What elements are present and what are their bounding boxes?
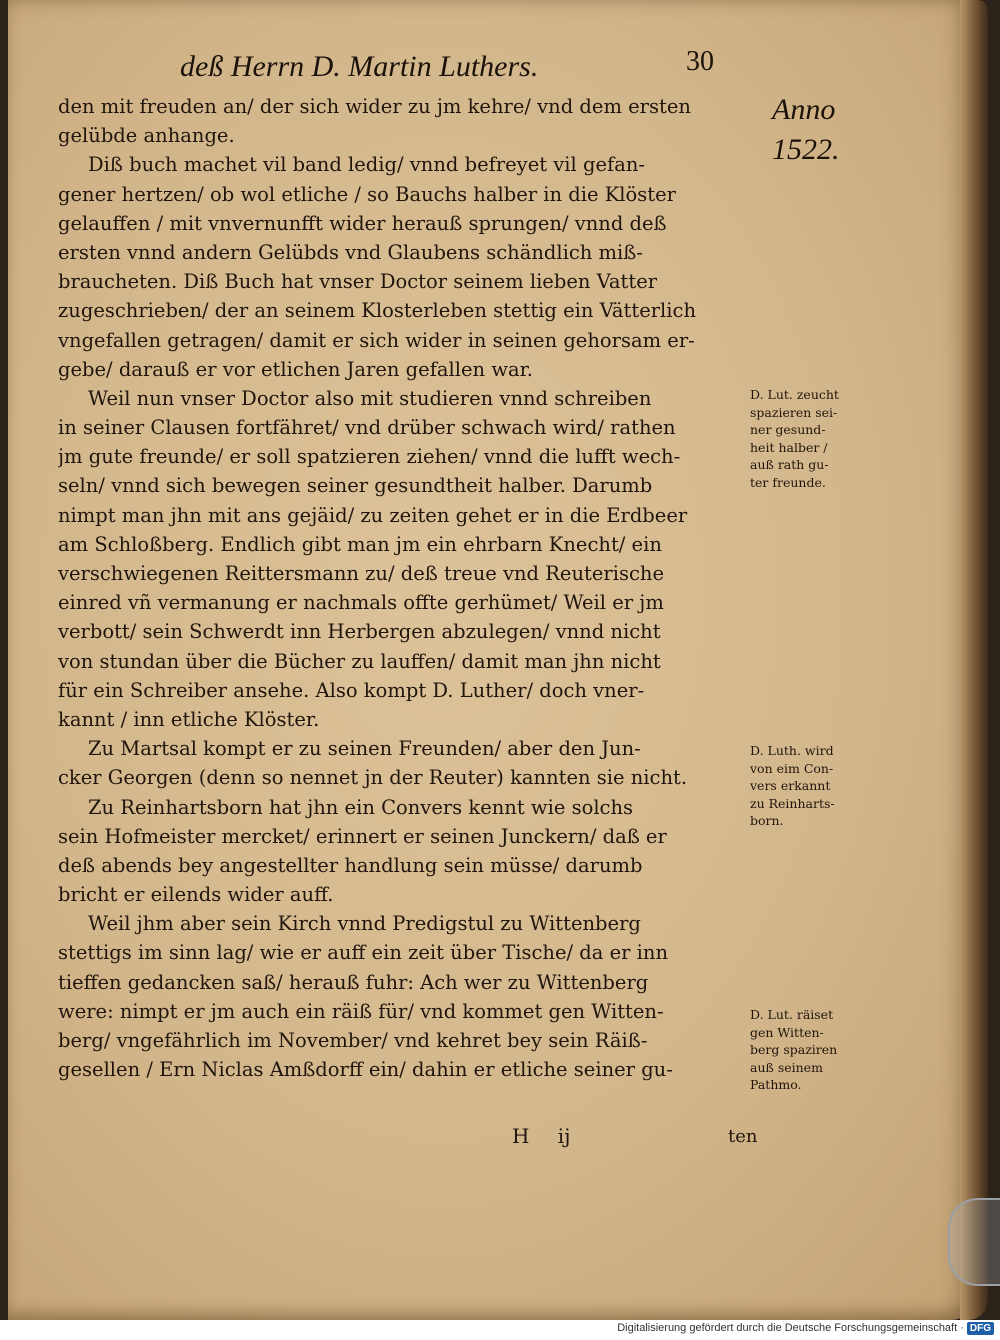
text-line: gesellen / Ern Niclas Amßdorff ein/ dahin er etliche seiner gu- — [58, 1058, 673, 1082]
text-line: gelübde anhange. — [58, 124, 235, 148]
text-line: vngefallen getragen/ damit er sich wider in seinen gehorsam er- — [58, 328, 695, 352]
body-text — [58, 92, 748, 1084]
text-line: Weil jhm aber sein Kirch vnnd Predigstul zu Wittenberg — [88, 912, 641, 936]
dfg-logo: DFG — [967, 1322, 994, 1335]
text-line: am Schloßberg. Endlich gibt man jm ein ehrbarn Knecht/ ein — [58, 532, 662, 556]
text-line: verschwiegenen Reittersmann zu/ deß treue vnd Reuterische — [58, 562, 664, 585]
margin-note-line: D. Lut. zeucht — [750, 387, 839, 402]
folio-number: 30 — [686, 46, 714, 77]
margin-note-line: gen Witten- — [750, 1024, 824, 1040]
text-line: berg/ vngefährlich im November/ vnd kehret bey sein Räiß- — [58, 1029, 648, 1052]
margin-note-line: zu Reinharts- — [750, 795, 835, 811]
text-line: für ein Schreiber ansehe. Also kompt D. Luther/ doch vner- — [58, 678, 645, 702]
margin-note-line: auß seinem — [750, 1059, 823, 1075]
year-marginalia — [772, 90, 872, 170]
anno-year: 1522. — [772, 133, 840, 166]
catchword: ten — [728, 1126, 758, 1147]
margin-note-line: ner gesund- — [750, 422, 826, 437]
text-line: ersten vnnd andern Gelübds vnd Glaubens schändlich miß- — [58, 240, 643, 264]
margin-note-line: ter freunde. — [750, 474, 826, 490]
text-line: gelauffen / mit vnvernunfft wider herauß sprungen/ vnnd deß — [58, 211, 667, 235]
text-line: gener hertzen/ ob wol etliche / so Bauchs halber in die Klöster — [58, 182, 676, 206]
margin-note-line: D. Lut. räiset — [750, 1007, 834, 1022]
text-line: Zu Reinhartsborn hat jhn ein Convers kennt wie solchs — [88, 795, 634, 819]
text-line: von stundan über die Bücher zu lauffen/ damit man jhn nicht — [58, 649, 661, 673]
margin-note-line: auß rath gu- — [750, 457, 829, 472]
metal-clip — [948, 1198, 1000, 1286]
margin-note-line: heit halber / — [750, 439, 828, 455]
footer-bar — [0, 1320, 1000, 1340]
running-head: deß Herrn D. Martin Luthers. — [180, 50, 539, 83]
footer-credit — [617, 1322, 994, 1335]
text-line: den mit freuden an/ der sich wider zu jm kehre/ vnd dem ersten — [58, 95, 691, 118]
anno-label: Anno — [772, 93, 836, 126]
margin-note-recognized — [750, 742, 882, 830]
text-line: bricht er eilends wider auff. — [58, 883, 334, 907]
text-line: Zu Martsal kompt er zu seinen Freunden/ aber den Jun- — [88, 737, 641, 761]
margin-note-line: vers erkannt — [750, 778, 831, 793]
text-line: Weil nun vnser Doctor also mit studieren vnnd schreiben — [88, 386, 652, 410]
margin-note-travel — [750, 1006, 882, 1094]
footer-credit-text: Digitalisierung gefördert durch die Deutsche Forschungsgemeinschaft · — [617, 1322, 964, 1334]
text-line: verbott/ sein Schwerdt inn Herbergen abzulegen/ vnnd nicht — [58, 620, 661, 644]
text-line: stettigs im sinn lag/ wie er auff ein zeit über Tische/ da er inn — [58, 941, 669, 965]
text-line: kannt / inn etliche Klöster. — [58, 707, 320, 731]
margin-note-line: D. Luth. wird — [750, 743, 834, 758]
text-line: Diß buch machet vil band ledig/ vnnd befreyet vil gefan- — [88, 153, 645, 177]
text-line: gebe/ darauß er vor etlichen Jaren gefallen war. — [58, 357, 534, 381]
text-line: were: nimpt er jm auch ein räiß für/ vnd kommet gen Witten- — [58, 999, 664, 1023]
text-line: deß abends bey angestellter handlung sein müsse/ darumb — [58, 853, 643, 877]
text-line: sein Hofmeister mercket/ erinnert er seinen Junckern/ daß er — [58, 824, 667, 848]
margin-note-line: berg spaziren — [750, 1042, 838, 1057]
margin-note-line: born. — [750, 813, 784, 828]
text-line: zugeschrieben/ der an seinem Klosterleben stettig ein Vätterlich — [58, 299, 697, 323]
margin-note-line: von eim Con- — [750, 760, 834, 776]
text-line: seln/ vnnd sich bewegen seiner gesundtheit halber. Darumb — [58, 474, 653, 498]
page-edge — [960, 0, 988, 1320]
text-line: braucheten. Diß Buch hat vnser Doctor seinem lieben Vatter — [58, 270, 658, 294]
text-line: in seiner Clausen fortfähret/ vnd drüber schwach wird/ rathen — [58, 416, 676, 440]
text-line: cker Georgen (denn so nennet jn der Reuter) kannten sie nicht. — [58, 766, 688, 790]
text-line: einred vñ vermanung er nachmals offte gerhümet/ Weil er jm — [58, 591, 664, 615]
text-line: nimpt man jhn mit ans gejäid/ zu zeiten gehet er in die Erdbeer — [58, 503, 688, 527]
margin-note-walks — [750, 386, 882, 491]
text-line: jm gute freunde/ er soll spatzieren ziehen/ vnnd die lufft wech- — [58, 445, 681, 469]
text-line: tieffen gedancken saß/ herauß fuhr: Ach wer zu Wittenberg — [58, 970, 649, 994]
signature-mark: H ij — [512, 1124, 571, 1148]
margin-note-line: Pathmo. — [750, 1077, 802, 1092]
margin-note-line: spazieren sei- — [750, 404, 838, 420]
